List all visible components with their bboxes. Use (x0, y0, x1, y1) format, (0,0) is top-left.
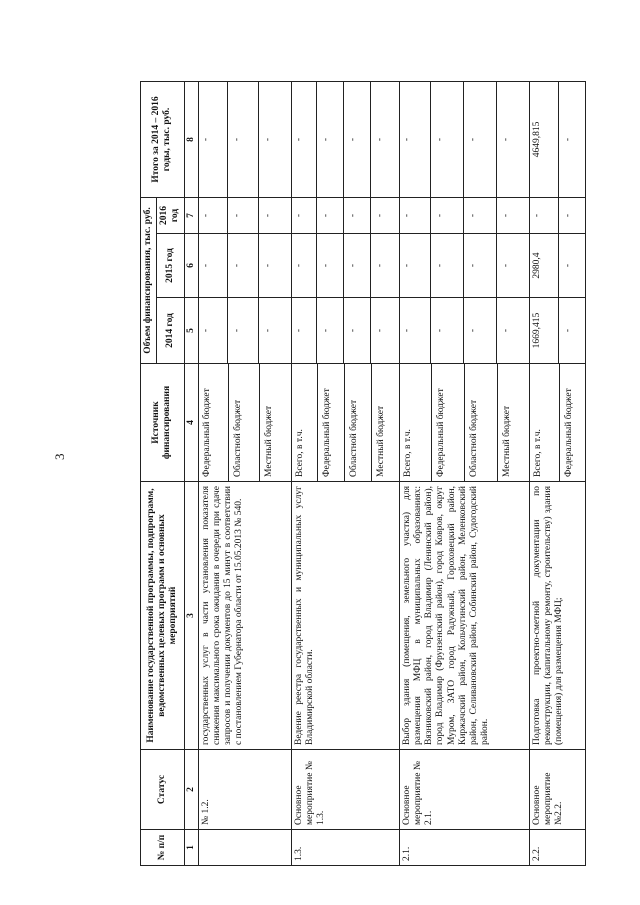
value-cell: - (496, 234, 527, 297)
value-cell: 2980,4 (531, 252, 542, 279)
row-no: 2.2. (529, 830, 585, 866)
value-cell: - (558, 234, 583, 297)
row-no: 2.1. (399, 830, 529, 866)
row-status: № 1.2. (198, 750, 291, 830)
col-number: 3 (184, 482, 198, 750)
value-cell: - (293, 213, 304, 218)
row-no: 1.3. (291, 830, 399, 866)
value-cell: - (227, 298, 258, 363)
value-cell: - (463, 198, 496, 233)
col-number: 2 (184, 750, 198, 830)
value-cell: - (258, 234, 289, 297)
row-sources (291, 364, 399, 482)
table-row (198, 81, 291, 865)
value-cell: - (496, 298, 527, 363)
value-cell: 4649,815 (531, 121, 542, 158)
value-cell: - (401, 328, 412, 333)
value-cell: - (558, 82, 583, 197)
value-cell: - (293, 263, 304, 268)
row-total (399, 81, 529, 197)
col-number: 4 (184, 364, 198, 482)
source-item: Всего, в т.ч. (294, 429, 305, 477)
row-2016 (198, 197, 291, 233)
value-cell: - (430, 198, 463, 233)
row-name: Ведение реестра государственных и муниципальных услуг Владимирской области. (291, 482, 399, 750)
row-2015 (529, 234, 585, 298)
row-2014 (529, 298, 585, 364)
value-cell: - (227, 82, 258, 197)
financing-table (140, 81, 586, 866)
row-no (198, 830, 291, 866)
row-total (198, 81, 291, 197)
value-cell: - (370, 234, 397, 297)
value-cell: - (316, 298, 343, 363)
source-item: Федеральный бюджет (559, 364, 584, 481)
value-cell: - (200, 328, 211, 333)
value-cell: - (401, 137, 412, 142)
value-cell: - (343, 298, 370, 363)
row-2016 (291, 197, 399, 233)
value-cell: - (401, 263, 412, 268)
row-2014 (291, 298, 399, 364)
row-sources (399, 364, 529, 482)
value-cell: - (200, 213, 211, 218)
row-sources (529, 364, 585, 482)
value-cell: - (258, 298, 289, 363)
source-item: Местный бюджет (497, 364, 528, 481)
value-cell: - (316, 198, 343, 233)
value-cell: - (343, 234, 370, 297)
source-item: Областной бюджет (228, 364, 259, 481)
value-cell: - (558, 298, 583, 363)
header-2015: 2015 год (157, 234, 184, 298)
row-2016 (529, 197, 585, 233)
row-2016 (399, 197, 529, 233)
value-cell: 1669,415 (531, 312, 542, 349)
value-cell: - (293, 328, 304, 333)
row-total (291, 81, 399, 197)
value-cell: - (558, 198, 583, 233)
source-item: Областной бюджет (344, 364, 371, 481)
source-item: Всего, в т.ч. (532, 429, 543, 477)
row-2015 (291, 234, 399, 298)
value-cell: - (370, 82, 397, 197)
value-cell: - (227, 234, 258, 297)
header-total: Итого за 2014 – 2016 годы, тыс. руб. (141, 81, 185, 197)
table-row (399, 81, 529, 865)
row-name: Выбор здания (помещения, земельного участка) для размещения МФЦ в муниципальных образованиях: Вязниковский район, город Владимир (Ленинский район), город Владимир (Фрунзенский район), город Ковров, округ Муром, ЗАТО город Радужный, Гороховецкий район, Киржачский район, Кольчугинский район, Меленковский район, Селивановский район, Собинский район, Судогодский район. (399, 482, 529, 750)
header-source: Источник финансирования (141, 364, 185, 482)
header-2014: 2014 год (157, 298, 184, 364)
value-cell: - (316, 234, 343, 297)
source-item: Всего, в т.ч. (402, 429, 413, 477)
row-status: Основное мероприятие № 2.1. (399, 750, 529, 830)
col-number: 6 (184, 234, 198, 298)
value-cell: - (370, 298, 397, 363)
column-numbers-row (184, 81, 198, 865)
header-status: Статус (141, 750, 185, 830)
value-cell: - (463, 234, 496, 297)
value-cell: - (531, 213, 542, 218)
col-number: 7 (184, 197, 198, 233)
value-cell: - (200, 137, 211, 142)
value-cell: - (463, 298, 496, 363)
value-cell: - (316, 82, 343, 197)
value-cell: - (227, 198, 258, 233)
value-cell: - (343, 198, 370, 233)
value-cell: - (430, 298, 463, 363)
row-status: Основное мероприятие № 1.3. (291, 750, 399, 830)
value-cell: - (496, 82, 527, 197)
col-number: 1 (184, 830, 198, 866)
row-2015 (399, 234, 529, 298)
value-cell: - (200, 263, 211, 268)
source-item: Федеральный бюджет (201, 388, 212, 477)
table-row (291, 81, 399, 865)
value-cell: - (370, 198, 397, 233)
row-2015 (198, 234, 291, 298)
value-cell: - (401, 213, 412, 218)
row-name: Подготовка проектно-сметной документации по реконструкции, (капитальному ремонту, строительству) здания (помещения) для размещения МФЦ; (529, 482, 585, 750)
value-cell: - (293, 137, 304, 142)
col-number: 8 (184, 81, 198, 197)
row-total (529, 81, 585, 197)
header-2016: 2016 год (157, 197, 184, 233)
value-cell: - (343, 82, 370, 197)
value-cell: - (496, 198, 527, 233)
header-volume: Объем финансирования, тыс. руб. (141, 197, 157, 363)
row-2014 (399, 298, 529, 364)
value-cell: - (430, 82, 463, 197)
financing-table-sheet (140, 82, 600, 866)
value-cell: - (430, 234, 463, 297)
row-2014 (198, 298, 291, 364)
value-cell: - (463, 82, 496, 197)
source-item: Федеральный бюджет (431, 364, 464, 481)
source-item: Областной бюджет (464, 364, 497, 481)
table-row (529, 81, 585, 865)
col-number: 5 (184, 298, 198, 364)
source-item: Местный бюджет (259, 364, 290, 481)
source-item: Федеральный бюджет (317, 364, 344, 481)
row-status: Основное мероприятие №2.2. (529, 750, 585, 830)
source-item: Местный бюджет (371, 364, 398, 481)
value-cell: - (258, 82, 289, 197)
header-name: Наименование государственной программы, подпрограмм, ведомственных целевых программ и основных мероприятий (141, 482, 185, 750)
value-cell: - (258, 198, 289, 233)
header-no: № п/п (141, 830, 185, 866)
page-number: 3 (52, 453, 67, 460)
row-name: государственных услуг в части установления показателя снижения максимального срока ожидания в очереди при сдаче запросов и получении документов до 15 минут в соответствии с постановлением Губернатора области от 15.05.2013 № 540. (198, 482, 291, 750)
row-sources (198, 364, 291, 482)
